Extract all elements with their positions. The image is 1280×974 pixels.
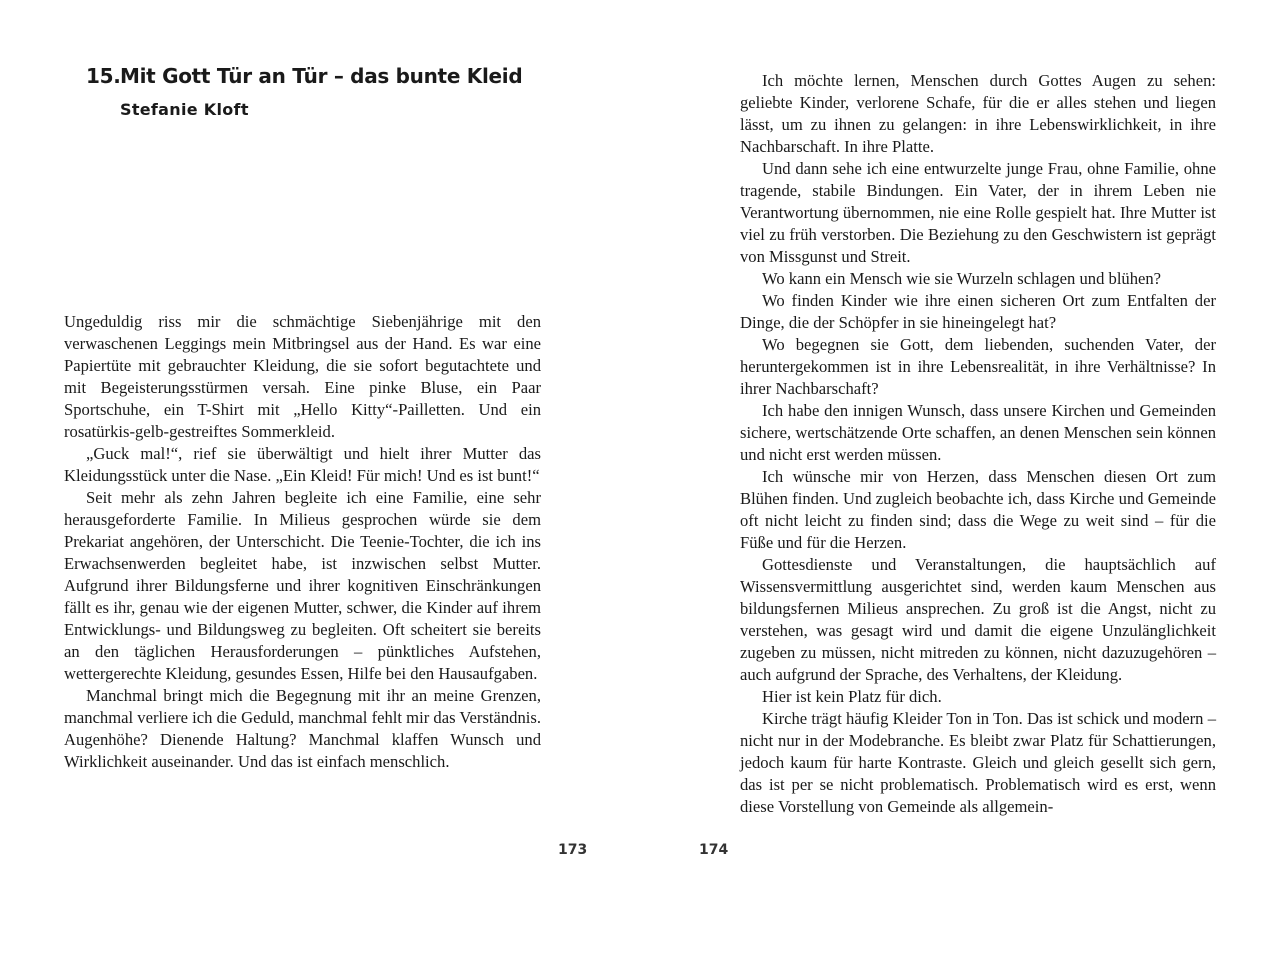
paragraph: Und dann sehe ich eine entwurzelte junge Frau, ohne Familie, ohne tragende, stabile Bindungen. Ein Vater, der in ihrem Leben nie Verantwortung übernommen, nie eine Rolle gespielt hat. Ihre Mutter ist viel zu früh verstorben. Die Beziehung zu den Geschwistern ist geprägt von Missgunst und Streit.: [740, 159, 1216, 266]
chapter-title: [86, 64, 522, 88]
paragraph: Hier ist kein Platz für dich.: [762, 687, 942, 706]
page-number: 174: [699, 842, 729, 858]
page-number: 173: [558, 842, 588, 858]
paragraph: Seit mehr als zehn Jahren begleite ich eine Familie, eine sehr herausgeforderte Familie. In Milieus gesprochen würde sie dem Prekariat angehören, der Unterschicht. Die Teenie-Tochter, die ich ins Erwachsenwerden begleitet habe, ist inzwischen selbst Mutter. Aufgrund ihrer Bildungsferne und ihrer kognitiven Einschränkungen fällt es ihr, genau wie der eigenen Mutter, schwer, die Kinder auf ihrem Entwicklungs- und Bildungsweg zu begleiten. Oft scheitert sie bereits an den täglichen Herausforderungen – pünktliches Aufstehen, wettergerechte Kleidung, gesundes Essen, Hilfe bei den Hausaufgaben.: [64, 488, 541, 683]
left-page-body: [64, 311, 541, 773]
right-page: [640, 0, 1280, 974]
chapter-heading: [86, 64, 522, 119]
paragraph: Wo begegnen sie Gott, dem liebenden, suchenden Vater, der heruntergekommen ist in ihre Lebensrealität, in ihre Verhältnisse? In ihrer Nachbarschaft?: [740, 335, 1216, 398]
paragraph: Wo kann ein Mensch wie sie Wurzeln schlagen und blühen?: [762, 269, 1162, 288]
paragraph: Ich möchte lernen, Menschen durch Gottes Augen zu sehen: geliebte Kinder, verlorene Schafe, für die er alles stehen und liegen lässt, um zu ihnen zu gelangen: in ihre Lebenswirklichkeit, in ihre Nachbarschaft. In ihre Platte.: [740, 71, 1216, 156]
paragraph: Kirche trägt häufig Kleider Ton in Ton. Das ist schick und modern – nicht nur in der Modebranche. Es bleibt zwar Platz für Schattierungen, jedoch kaum für harte Kontraste. Gleich und gleich gesellt sich gern, das ist per se nicht problematisch. Problematisch wird es erst, wenn diese Vorstellung von Gemeinde als allgemein-: [740, 709, 1216, 816]
paragraph: Gottesdienste und Veranstaltungen, die hauptsächlich auf Wissensvermittlung ausgerichtet sind, werden kaum Menschen aus bildungsfernen Milieus ansprechen. Zu groß ist die Angst, nicht zu verstehen, was gesagt wird und damit die eigene Unzulänglichkeit zugeben zu müssen, nicht mitreden zu können, nicht dazuzugehören – auch aufgrund der Sprache, des Verhaltens, der Kleidung.: [740, 555, 1216, 684]
paragraph: Ich wünsche mir von Herzen, dass Menschen diesen Ort zum Blühen finden. Und zugleich beobachte ich, dass Kirche und Gemeinde oft nicht leicht zu finden sind; dass die Wege zu weit sind – für die Füße und für die Herzen.: [740, 467, 1216, 552]
paragraph: „Guck mal!“, rief sie überwältigt und hielt ihrer Mutter das Kleidungsstück unter die Nase. „Ein Kleid! Für mich! Und es ist bunt!“: [64, 444, 541, 485]
paragraph: Manchmal bringt mich die Begegnung mit ihr an meine Grenzen, manchmal verliere ich die Geduld, manchmal fehlt mir das Verständnis. Augenhöhe? Dienende Haltung? Manchmal klaffen Wunsch und Wirklichkeit auseinander. Und das ist einfach menschlich.: [64, 686, 541, 771]
paragraph: Wo finden Kinder wie ihre einen sicheren Ort zum Entfalten der Dinge, die der Schöpfer in sie hineingelegt hat?: [740, 291, 1216, 332]
paragraph: Ich habe den innigen Wunsch, dass unsere Kirchen und Gemeinden sichere, wertschätzende Orte schaffen, an denen Menschen sein können und nicht erst werden müssen.: [740, 401, 1216, 464]
chapter-number: 15.: [86, 64, 121, 88]
chapter-title-text: Mit Gott Tür an Tür – das bunte Kleid: [120, 64, 523, 88]
paragraph: Ungeduldig riss mir die schmächtige Siebenjährige mit den verwaschenen Leggings mein Mitbringsel aus der Hand. Es war eine Papiertüte mit gebrauchter Kleidung, die sie sofort begutachtete und mit Begeisterungsstürmen versah. Eine pinke Bluse, ein Paar Sportschuhe, ein T-Shirt mit „Hello Kitty“-Pailletten. Und ein rosatürkis-gelb-gestreiftes Sommerkleid.: [64, 312, 541, 441]
right-page-body: [740, 70, 1216, 818]
chapter-author: Stefanie Kloft: [120, 100, 249, 119]
